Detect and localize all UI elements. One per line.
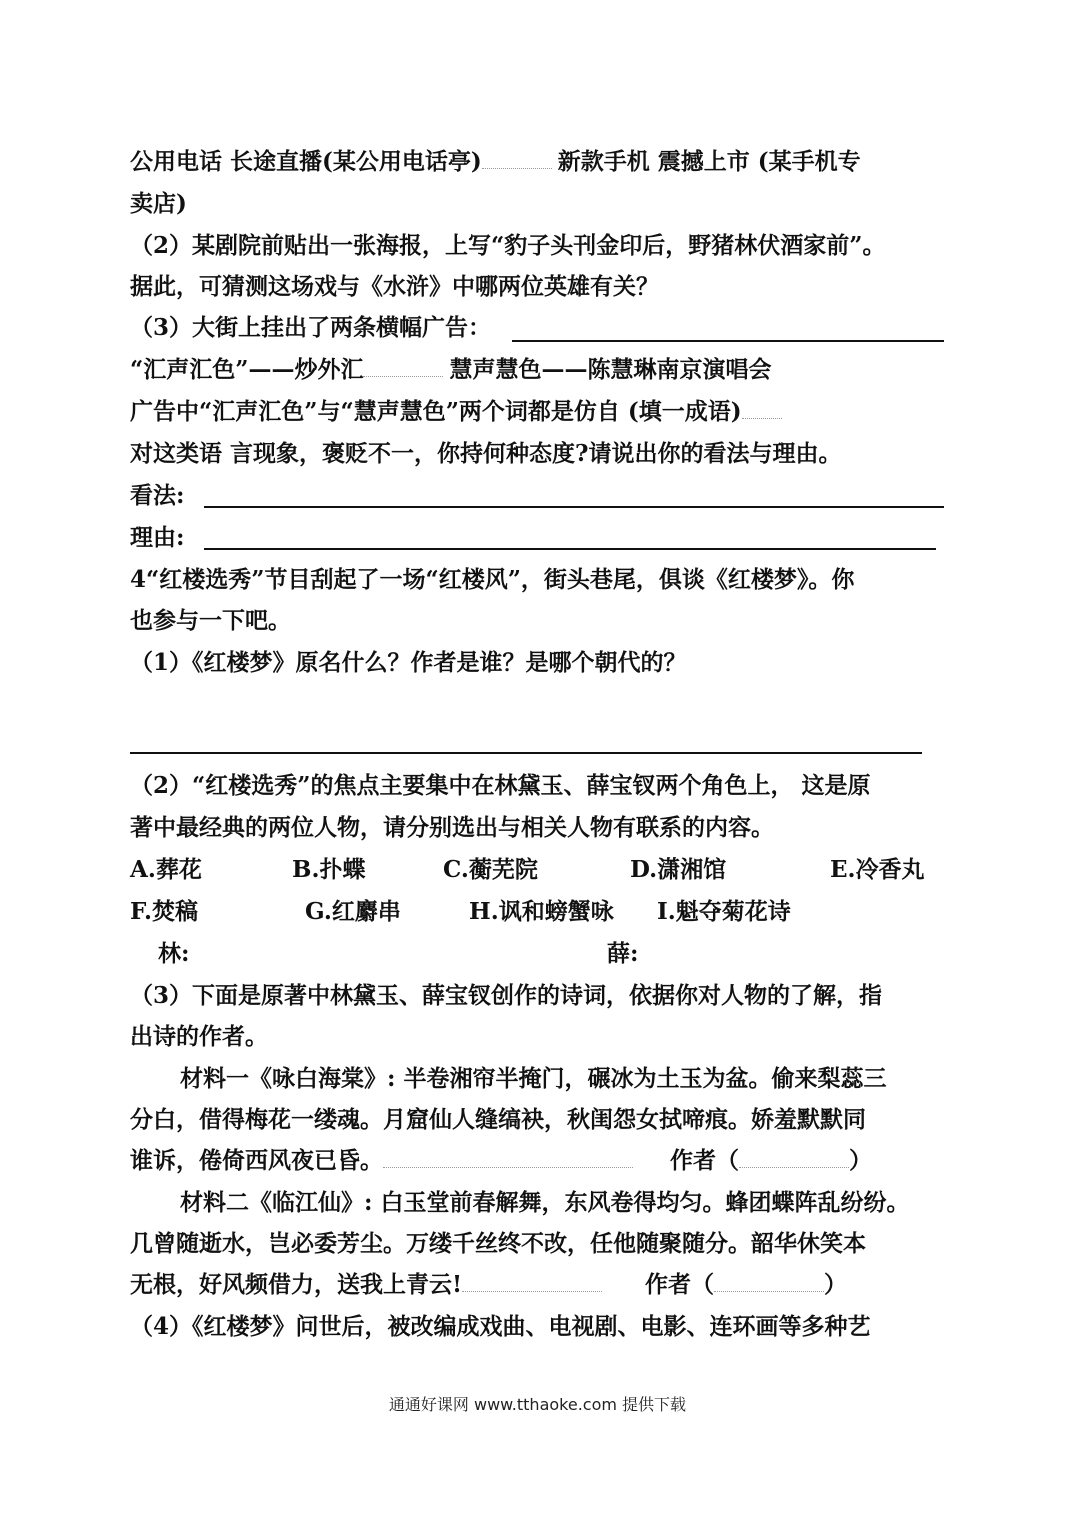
- q3-p2-line1: （2）某剧院前贴出一张海报，上写“豹子头刊金印后，野猪林伏酒家前”。: [130, 232, 886, 259]
- q3-p3-line1: （3）大街上挂出了两条横幅广告：: [130, 314, 492, 341]
- q4-p3-line2: 出诗的作者。: [130, 1023, 268, 1050]
- q4-p4-line1: （4）《红楼梦》问世后，被改编成戏曲、电视剧、电影、连环画等多种艺: [130, 1313, 871, 1340]
- material1-end: 谁诉，倦倚西风夜已昏。: [130, 1147, 383, 1174]
- dotted-gap: [383, 1166, 633, 1168]
- author1: [670, 1146, 872, 1176]
- q3-p2-line2: 据此，可猜测这场戏与《水浒》中哪两位英雄有关？: [130, 273, 659, 300]
- reason-label: 理由:: [130, 524, 185, 551]
- author-label: 作者（: [645, 1271, 714, 1298]
- option-c: C.蘅芜院: [443, 856, 538, 883]
- material1-line3: [130, 1146, 633, 1176]
- option-g: G.红麝串: [305, 898, 401, 925]
- option-b: B.扑蝶: [292, 856, 366, 883]
- banner-line: [130, 355, 771, 385]
- ad1-right: 新款手机 震撼上市 (某手机专: [557, 148, 861, 175]
- q4-p2-line1: （2）“红楼选秀”的焦点主要集中在林黛玉、薛宝钗两个角色上， 这是原: [130, 772, 871, 799]
- dotted-gap: [462, 1290, 602, 1292]
- option-h: H.讽和螃蟹咏: [469, 898, 614, 925]
- ad1-line: [130, 147, 861, 177]
- author-label: 作者（: [670, 1147, 739, 1174]
- option-d: D.潇湘馆: [630, 856, 727, 883]
- view-answer-line[interactable]: [204, 506, 944, 508]
- author2: [645, 1270, 847, 1300]
- author-close: ）: [849, 1147, 872, 1174]
- q3-p3-line3: [130, 397, 782, 427]
- q3-p3-line4: 对这类语 言现象，褒贬不一，你持何种态度?请说出你的看法与理由。: [130, 440, 842, 467]
- author-close: ）: [824, 1271, 847, 1298]
- material2-end: 无根，好风频借力，送我上青云!: [130, 1271, 463, 1298]
- answer-blank-line[interactable]: [512, 340, 944, 342]
- option-i: I.魁夺菊花诗: [657, 898, 791, 925]
- q4-intro-line1: 4“红楼选秀”节目刮起了一场“红楼风”，街头巷尾，俱谈《红楼梦》。你: [130, 566, 855, 593]
- dotted-gap: [482, 167, 552, 169]
- q4-intro-line2: 也参与一下吧。: [130, 607, 291, 634]
- xue-label: 薛:: [607, 940, 639, 967]
- dotted-gap: [742, 417, 782, 419]
- dotted-gap: [363, 375, 443, 377]
- q4-p1-answer-line[interactable]: [130, 752, 922, 754]
- page-footer: 通通好课网 www.tthaoke.com 提供下载: [388, 1395, 687, 1414]
- q4-p2-line2: 著中最经典的两位人物，请分别选出与相关人物有联系的内容。: [130, 814, 774, 841]
- banner-left: “汇声汇色”——炒外汇: [130, 356, 364, 383]
- option-e: E.冷香丸: [830, 856, 925, 883]
- author1-blank[interactable]: [739, 1166, 849, 1168]
- q4-p3-line1: （3）下面是原著中林黛玉、薛宝钗创作的诗词，依据你对人物的了解，指: [130, 982, 883, 1009]
- reason-answer-line[interactable]: [204, 548, 936, 550]
- q4-p1: （1）《红楼梦》原名什么？作者是谁？是哪个朝代的？: [130, 649, 687, 676]
- material1-line1: 材料一《咏白海棠》: 半卷湘帘半掩门，碾冰为土玉为盆。偷来梨蕊三: [180, 1065, 887, 1092]
- idiom-question: 广告中“汇声汇色”与“慧声慧色”两个词都是仿自 (填一成语): [130, 398, 742, 425]
- lin-label: 林:: [158, 940, 190, 967]
- ad1-cont: 卖店): [130, 190, 187, 217]
- option-a: A.葬花: [130, 856, 202, 883]
- author2-blank[interactable]: [714, 1290, 824, 1292]
- option-f: F.焚稿: [130, 898, 199, 925]
- view-label: 看法:: [130, 482, 185, 509]
- material1-line2: 分白，借得梅花一缕魂。月窟仙人缝缟袂，秋闺怨女拭啼痕。娇羞默默同: [130, 1106, 866, 1133]
- ad1-left: 公用电话 长途直播(某公用电话亭): [130, 148, 482, 175]
- material2-line3: [130, 1270, 602, 1300]
- material2-line1: 材料二《临江仙》: 白玉堂前春解舞，东风卷得均匀。蜂团蝶阵乱纷纷。: [180, 1189, 910, 1216]
- material2-line2: 几曾随逝水，岂必委芳尘。万缕千丝终不改，任他随聚随分。韶华休笑本: [130, 1230, 866, 1257]
- banner-right: 慧声慧色——陈慧琳南京演唱会: [449, 356, 772, 383]
